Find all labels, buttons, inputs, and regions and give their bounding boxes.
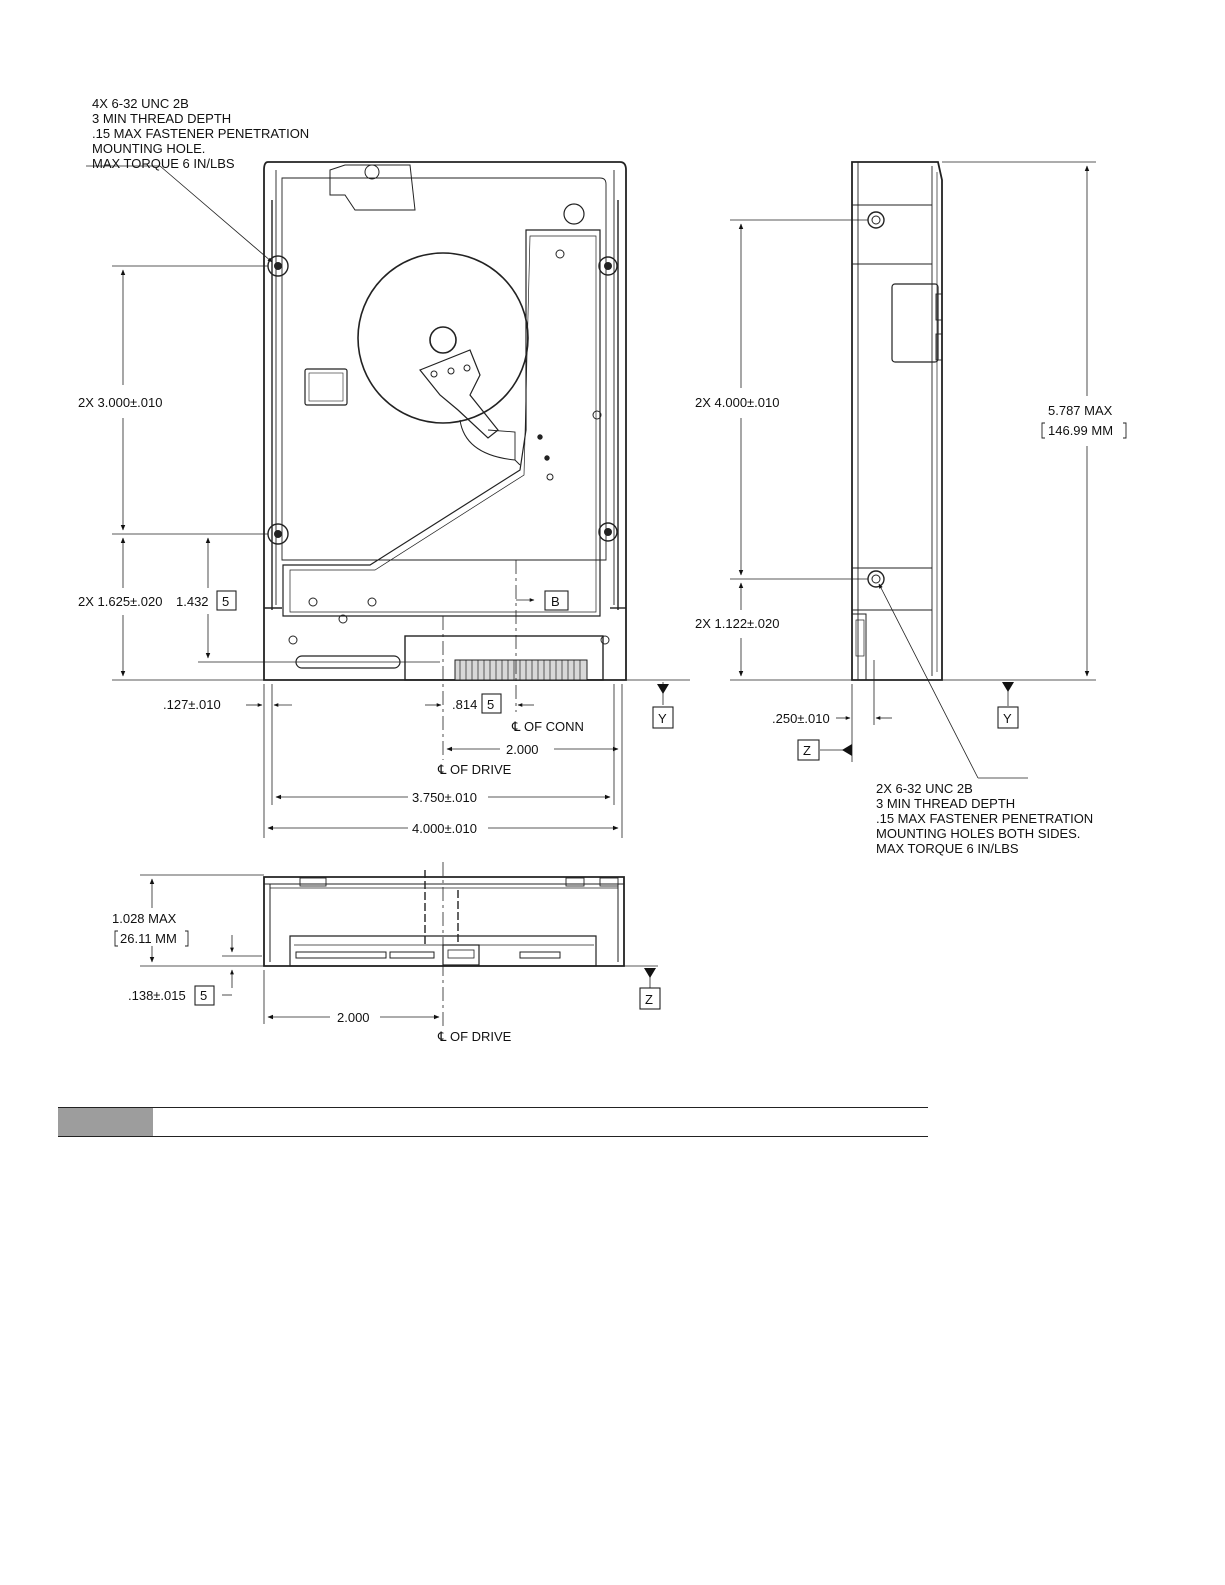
datum-y-side-label: Y bbox=[1003, 711, 1012, 726]
dim-127: .127±.010 bbox=[163, 697, 221, 712]
side-note-line-2: 3 MIN THREAD DEPTH bbox=[876, 796, 1016, 811]
dim-5787-mm-group bbox=[1042, 423, 1126, 438]
datum-z-bottom-label: Z bbox=[645, 992, 653, 1007]
side-note-line-1: 2X 6-32 UNC 2B bbox=[876, 781, 973, 796]
dim-1122: 2X 1.122±.020 bbox=[695, 616, 780, 631]
front-note-line-4: MOUNTING HOLE. bbox=[92, 141, 206, 156]
dim-5787: 5.787 MAX bbox=[1048, 403, 1113, 418]
datum-z-bottom-marker bbox=[644, 968, 656, 978]
dim-138: .138±.015 bbox=[128, 988, 186, 1003]
section-rule-top bbox=[58, 1107, 928, 1108]
cl-conn-label: ℄ OF CONN bbox=[512, 719, 584, 734]
side-view bbox=[852, 162, 942, 680]
dim-1432: 1.432 bbox=[176, 594, 209, 609]
side-note-line-3: .15 MAX FASTENER PENETRATION bbox=[876, 811, 1094, 826]
dim-1625: 2X 1.625±.020 bbox=[78, 594, 163, 609]
datum-z-side-label: Z bbox=[803, 743, 811, 758]
datum-z-side-marker bbox=[842, 744, 852, 756]
side-note-line-4: MOUNTING HOLES BOTH SIDES. bbox=[876, 826, 1081, 841]
bottom-view bbox=[264, 870, 624, 966]
front-note-line-5: MAX TORQUE 6 IN/LBS bbox=[92, 156, 235, 171]
side-view-dimensions bbox=[730, 162, 1096, 778]
cl-drive-label-front: ℄ OF DRIVE bbox=[438, 762, 512, 777]
dim-4000-front: 4.000±.010 bbox=[412, 821, 477, 836]
dim-1028-mm-group bbox=[115, 931, 188, 946]
dim-2000-bottom: 2.000 bbox=[337, 1010, 370, 1025]
datum-y-label: Y bbox=[658, 711, 667, 726]
datum-y-marker bbox=[657, 684, 669, 694]
side-hole-bottom bbox=[868, 571, 884, 587]
dim-4000-side: 2X 4.000±.010 bbox=[695, 395, 780, 410]
front-hole-note bbox=[92, 96, 309, 171]
side-note-line-5: MAX TORQUE 6 IN/LBS bbox=[876, 841, 1019, 856]
front-view bbox=[264, 162, 626, 680]
datum-b-label: B bbox=[551, 594, 560, 609]
front-note-line-3: .15 MAX FASTENER PENETRATION bbox=[92, 126, 310, 141]
dim-3000: 2X 3.000±.010 bbox=[78, 395, 163, 410]
dim-250: .250±.010 bbox=[772, 711, 830, 726]
front-note-line-1: 4X 6-32 UNC 2B bbox=[92, 96, 189, 111]
dim-1432-flag: 5 bbox=[222, 594, 230, 609]
dim-1028: 1.028 MAX bbox=[112, 911, 177, 926]
dim-5787-mm: 146.99 MM bbox=[1048, 423, 1114, 438]
section-rule-bottom bbox=[58, 1136, 928, 1137]
side-hole-note bbox=[876, 781, 1093, 856]
drive-outline bbox=[264, 162, 626, 680]
front-note-line-2: 3 MIN THREAD DEPTH bbox=[92, 111, 232, 126]
dim-1028-mm: 26.11 MM bbox=[120, 931, 177, 946]
dim-814-flag: 5 bbox=[487, 697, 495, 712]
dim-3750: 3.750±.010 bbox=[412, 790, 477, 805]
dim-138-flag: 5 bbox=[200, 988, 208, 1003]
dim-2000-front: 2.000 bbox=[506, 742, 539, 757]
chip bbox=[305, 369, 347, 405]
section-grey-tab bbox=[58, 1108, 153, 1136]
datum-y-side-marker bbox=[1002, 682, 1014, 692]
dim-814: .814 bbox=[452, 697, 478, 712]
cl-drive-label-bottom: ℄ OF DRIVE bbox=[438, 1029, 512, 1044]
side-hole-top bbox=[868, 212, 884, 228]
